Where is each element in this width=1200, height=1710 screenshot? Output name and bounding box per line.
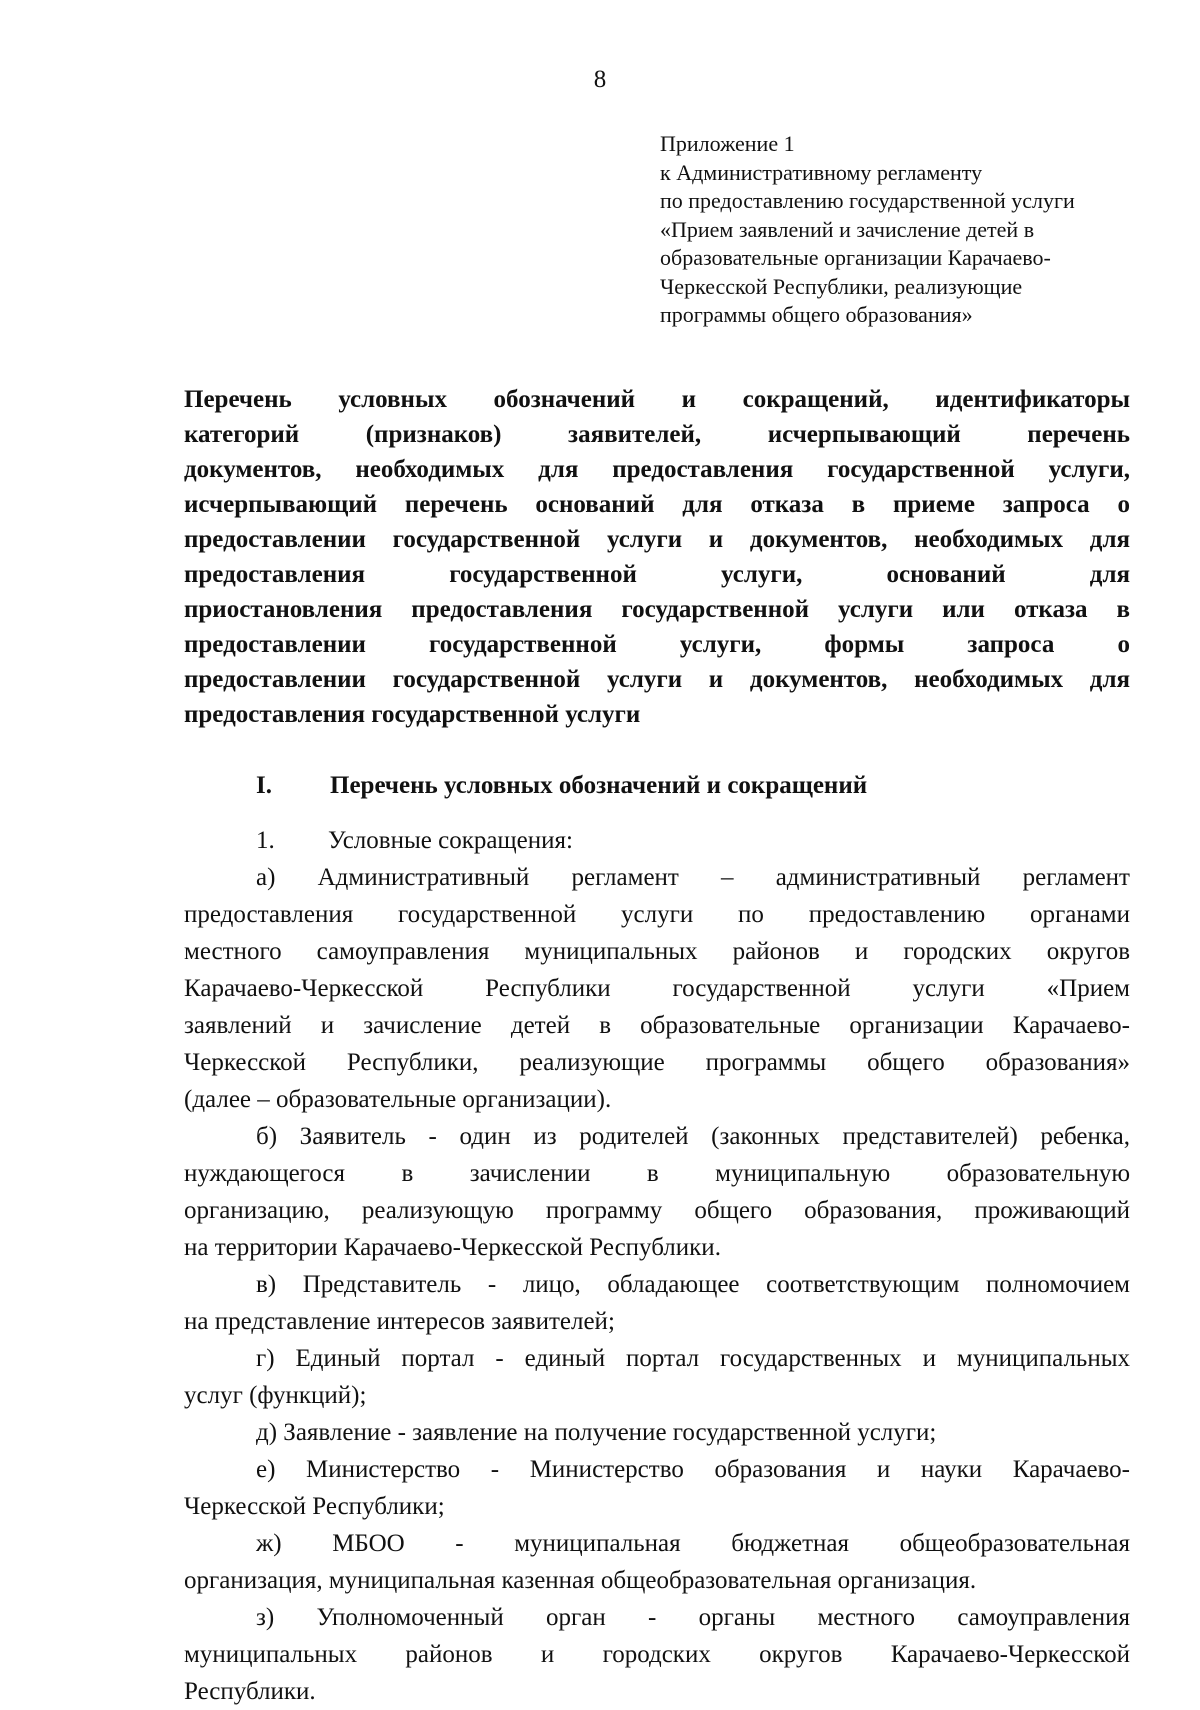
appendix-line: «Прием заявлений и зачисление детей в [660,216,1035,242]
section-title: Перечень условных обозначений и сокращений [330,772,868,799]
title-line: предоставлении государственной услуги, формы запроса о [184,631,1130,658]
page-number: 8 [593,66,607,93]
section-heading [256,772,867,800]
definition-line: услуг (функций); [184,1382,367,1409]
title-line: категорий (признаков) заявителей, исчерпывающий перечень [184,421,1130,448]
definitions-body [184,822,1130,1710]
title-line: предоставлении государственной услуги и документов, необходимых для [184,666,1130,693]
appendix-line: Черкесской Республики, реализующие [660,273,1023,299]
definition-line: в) Представитель - лицо, обладающее соответствующим полномочием [256,1271,1130,1298]
appendix-line: к Административному регламенту [660,159,983,185]
definition-line: (далее – образовательные организации). [184,1086,612,1113]
title-line: исчерпывающий перечень оснований для отказа в приеме запроса о [184,491,1130,518]
item-text: Условные сокращения: [328,827,573,854]
title-line: документов, необходимых для предоставления государственной услуги, [184,456,1130,483]
definition-line: муниципальных районов и городских округов Карачаево-Черкесской [184,1641,1130,1668]
definition-line: нуждающегося в зачислении в муниципальную образовательную [184,1160,1130,1187]
definition-line: на территории Карачаево-Черкесской Республики. [184,1234,721,1261]
definition-line: Черкесской Республики; [184,1493,445,1520]
definition-line: б) Заявитель - один из родителей (законных представителей) ребенка, [256,1123,1130,1150]
title-line: Перечень условных обозначений и сокращений, идентификаторы [184,386,1130,413]
definition-line: местного самоуправления муниципальных районов и городских округов [184,938,1130,965]
title-line: предоставления государственной услуги [184,701,641,728]
definition-line: предоставления государственной услуги по предоставлению органами [184,901,1130,928]
appendix-line: Приложение 1 [660,131,795,156]
definition-line: а) Административный регламент – административный регламент [256,864,1130,891]
item-heading [184,822,1130,859]
item-number: 1. [256,827,275,854]
definition-line: Черкесской Республики, реализующие программы общего образования» [184,1049,1130,1076]
title-line: предоставлении государственной услуги и документов, необходимых для [184,526,1130,553]
appendix-line: программы общего образования» [660,302,973,327]
definition-line: организация, муниципальная казенная общеобразовательная организация. [184,1567,977,1594]
document-title [184,382,1130,732]
definition-line: Республики. [184,1678,316,1705]
appendix-note [660,130,1180,330]
title-line: приостановления предоставления государственной услуги или отказа в [184,596,1130,623]
appendix-line: образовательные организации Карачаево- [660,245,1051,270]
definition-line: г) Единый портал - единый портал государственных и муниципальных [256,1345,1130,1372]
definition-line: организацию, реализующую программу общего образования, проживающий [184,1197,1130,1224]
definition-line: заявлений и зачисление детей в образовательные организации Карачаево- [184,1012,1130,1039]
definition-line: е) Министерство - Министерство образования и науки Карачаево- [256,1456,1130,1483]
section-number: I. [256,772,272,799]
appendix-line: по предоставлению государственной услуги [660,188,1075,213]
definition-line: з) Уполномоченный орган - органы местного самоуправления [256,1604,1130,1631]
title-line: предоставления государственной услуги, оснований для [184,561,1130,588]
definition-line: ж) МБОО - муниципальная бюджетная общеобразовательная [256,1530,1130,1557]
definition-line: на представление интересов заявителей; [184,1308,615,1335]
definition-line: д) Заявление - заявление на получение государственной услуги; [256,1419,937,1446]
definition-line: Карачаево-Черкесской Республики государственной услуги «Прием [184,975,1130,1002]
